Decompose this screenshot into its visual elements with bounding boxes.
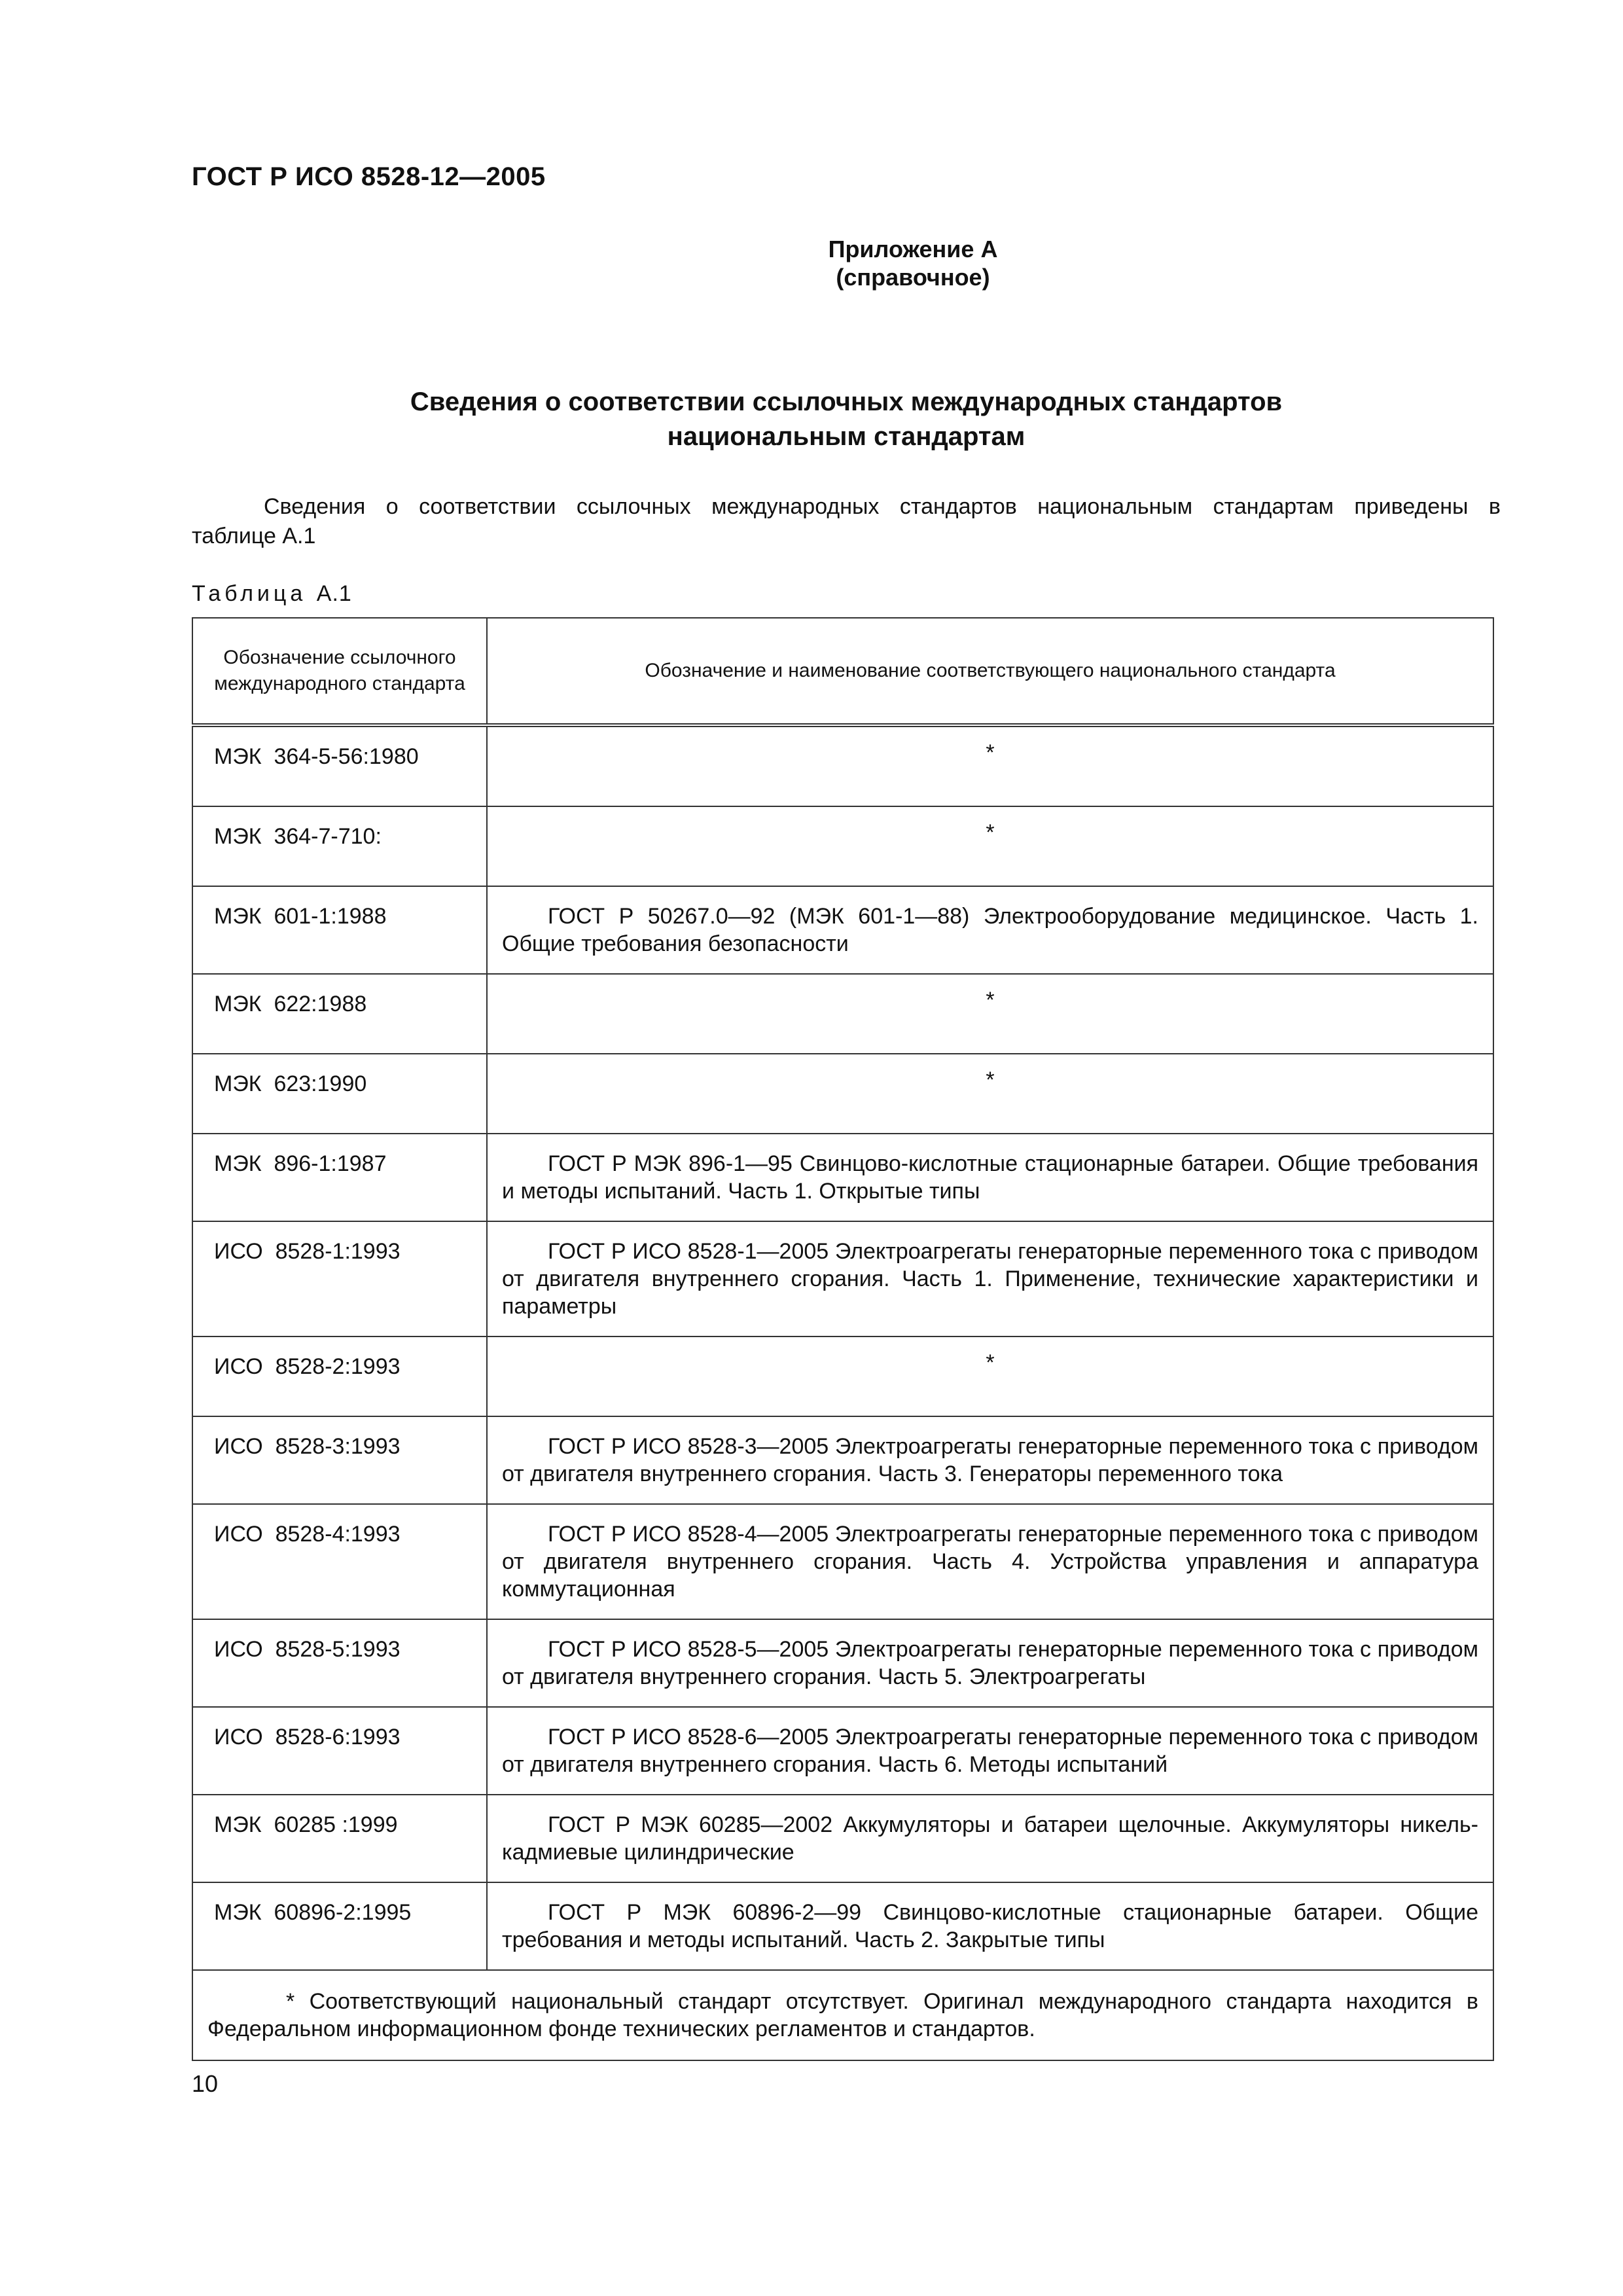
intro-line-1: Сведения о соответствии ссылочных международных стандартов национальным стандартам приведены в <box>264 494 1501 519</box>
national-standard-text: ГОСТ Р ИСО 8528-3—2005 Электроагрегаты генераторные переменного тока с приводом от двигателя внутреннего сгорания. Часть 3. Генераторы переменного тока <box>502 1434 1478 1486</box>
table-row <box>192 1134 1493 1221</box>
national-standard-text: ГОСТ Р 50267.0—92 (МЭК 601-1—88) Электрооборудование медицинское. Часть 1. Общие требования безопасности <box>502 904 1478 956</box>
national-standard-text: ГОСТ Р МЭК 60285—2002 Аккумуляторы и батареи щелочные. Аккумуляторы никель-кадмиевые цилиндрические <box>502 1812 1478 1865</box>
national-standard-cell: * <box>487 1054 1493 1134</box>
international-code-cell: ИСО 8528-4:1993 <box>192 1504 487 1619</box>
international-code-cell: МЭК 623:1990 <box>192 1054 487 1134</box>
table-caption-number: А.1 <box>316 581 352 606</box>
national-standard-cell: * <box>487 725 1493 806</box>
national-standard-text: ГОСТ Р ИСО 8528-4—2005 Электроагрегаты генераторные переменного тока с приводом от двигателя внутреннего сгорания. Часть 4. Устройства управления и аппаратура коммутационная <box>502 1522 1478 1602</box>
national-standard-text: ГОСТ Р ИСО 8528-6—2005 Электроагрегаты генераторные переменного тока с приводом от двигателя внутреннего сгорания. Часть 6. Методы испытаний <box>502 1725 1478 1777</box>
table-row <box>192 1504 1493 1619</box>
international-code-cell: МЭК 622:1988 <box>192 974 487 1054</box>
national-standard-cell <box>487 1504 1493 1619</box>
table-row <box>192 886 1493 974</box>
national-standard-text: ГОСТ Р МЭК 896-1—95 Свинцово-кислотные стационарные батареи. Общие требования и методы испытаний. Часть 1. Открытые типы <box>502 1151 1478 1204</box>
international-code-cell: МЭК 60285 :1999 <box>192 1795 487 1882</box>
table-header-row <box>192 618 1493 725</box>
international-code-cell: ИСО 8528-6:1993 <box>192 1707 487 1795</box>
table-row <box>192 1054 1493 1134</box>
national-standard-text: ГОСТ Р МЭК 60896-2—99 Свинцово-кислотные стационарные батареи. Общие требования и методы испытаний. Часть 2. Закрытые типы <box>502 1900 1478 1952</box>
appendix-title: Приложение А <box>828 236 998 262</box>
national-standard-cell: * <box>487 806 1493 886</box>
international-code-cell: ИСО 8528-2:1993 <box>192 1336 487 1416</box>
page-number: 10 <box>192 2070 219 2097</box>
table-row <box>192 1221 1493 1336</box>
table-row <box>192 1795 1493 1882</box>
national-standard-cell <box>487 1882 1493 1970</box>
table-row <box>192 1336 1493 1416</box>
table-footnote-row <box>192 1970 1493 2060</box>
table-caption <box>192 581 352 607</box>
section-title-line-2: национальным стандартам <box>667 422 1026 451</box>
intro-paragraph <box>192 492 1501 551</box>
international-code-cell: ИСО 8528-5:1993 <box>192 1619 487 1707</box>
national-standard-cell <box>487 1707 1493 1795</box>
table-row <box>192 1619 1493 1707</box>
table-row <box>192 974 1493 1054</box>
standards-correspondence-table <box>192 617 1494 2061</box>
national-standard-cell <box>487 1795 1493 1882</box>
international-code-cell: МЭК 364-7-710: <box>192 806 487 886</box>
table-row <box>192 806 1493 886</box>
column-header-national: Обозначение и наименование соответствующего национального стандарта <box>487 618 1493 725</box>
appendix-type: (справочное) <box>836 264 990 291</box>
national-standard-cell: * <box>487 1336 1493 1416</box>
international-code-cell: ИСО 8528-3:1993 <box>192 1416 487 1504</box>
national-standard-text: ГОСТ Р ИСО 8528-1—2005 Электроагрегаты генераторные переменного тока с приводом от двигателя внутреннего сгорания. Часть 1. Применение, технические характеристики и параметры <box>502 1239 1478 1319</box>
column-header-international: Обозначение ссылочного международного стандарта <box>192 618 487 725</box>
national-standard-cell <box>487 886 1493 974</box>
national-standard-cell <box>487 1134 1493 1221</box>
national-standard-cell <box>487 1221 1493 1336</box>
document-code-header: ГОСТ Р ИСО 8528-12—2005 <box>192 162 546 191</box>
section-title-line-1: Сведения о соответствии ссылочных международных стандартов <box>410 387 1283 416</box>
international-code-cell: МЭК 364-5-56:1980 <box>192 725 487 806</box>
national-standard-cell <box>487 1619 1493 1707</box>
national-standard-cell: * <box>487 974 1493 1054</box>
table-caption-word: Таблица <box>192 581 307 606</box>
table-row <box>192 1416 1493 1504</box>
national-standard-text: ГОСТ Р ИСО 8528-5—2005 Электроагрегаты генераторные переменного тока с приводом от двигателя внутреннего сгорания. Часть 5. Электроагрегаты <box>502 1637 1478 1689</box>
table-row <box>192 1707 1493 1795</box>
international-code-cell: МЭК 601-1:1988 <box>192 886 487 974</box>
national-standard-cell <box>487 1416 1493 1504</box>
international-code-cell: МЭК 896-1:1987 <box>192 1134 487 1221</box>
international-code-cell: ИСО 8528-1:1993 <box>192 1221 487 1336</box>
table-row <box>192 1882 1493 1970</box>
intro-line-2: таблице А.1 <box>192 524 316 548</box>
table-footnote-text: * Соответствующий национальный стандарт отсутствует. Оригинал международного стандарта находится в Федеральном информационном фонде технических регламентов и стандартов. <box>207 1989 1478 2041</box>
table-footnote <box>192 1970 1493 2060</box>
international-code-cell: МЭК 60896-2:1995 <box>192 1882 487 1970</box>
table-row <box>192 725 1493 806</box>
